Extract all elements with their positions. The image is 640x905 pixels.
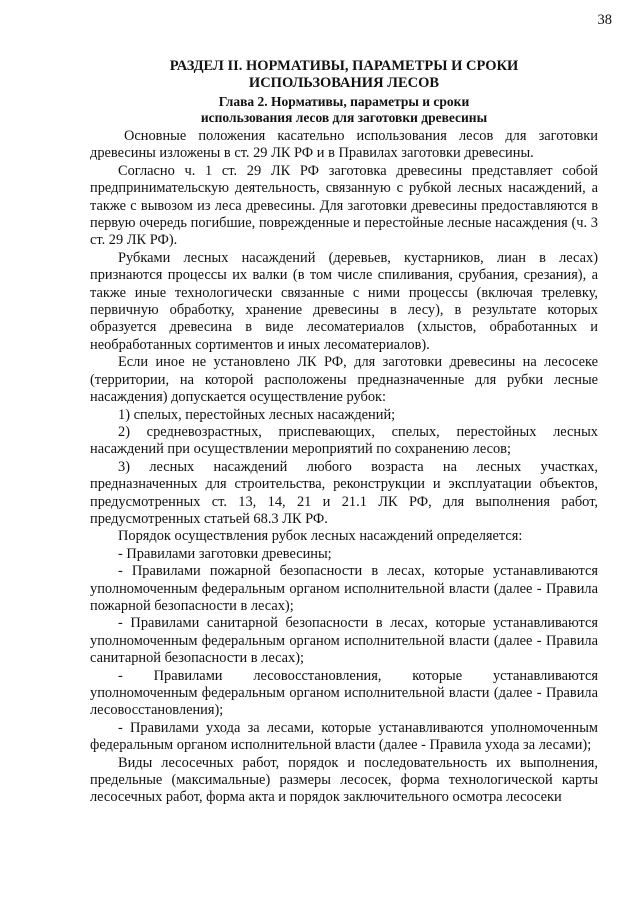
rules-list-item: - Правилами лесовосстановления, которые устанавливаются уполномоченным федеральным органом исполнительной власти (далее - Правила лесовосстановления); bbox=[90, 667, 598, 719]
final-paragraph: Виды лесосечных работ, порядок и последовательность их выполнения, предельные (максимальные) размеры лесосек, форма технологической карты лесосечных работ, форма акта и порядок заключительного осмотра лесосеки bbox=[90, 754, 598, 806]
section-title-line2: ИСПОЛЬЗОВАНИЯ ЛЕСОВ bbox=[248, 74, 440, 91]
chapter-title bbox=[90, 94, 598, 126]
section-title-line1: РАЗДЕЛ II. НОРМАТИВЫ, ПАРАМЕТРЫ И СРОКИ bbox=[169, 58, 519, 74]
paragraph: Рубками лесных насаждений (деревьев, кустарников, лиан в лесах) признаются процессы их валки (в том числе спиливания, срубания, срезания), а также иные технологически связанные с ними процессы (включая трелевку, первичную обработку, хранение древесины в лесу), в результате которых образуется древесина в виде лесоматериалов (хлыстов, обработанных и необработанных сортиментов и иных лесоматериалов). bbox=[90, 249, 598, 353]
rules-list-item: - Правилами пожарной безопасности в лесах, которые устанавливаются уполномоченным федеральным органом исполнительной власти (далее - Правила пожарной безопасности в лесах); bbox=[90, 563, 598, 614]
chapter-title-line2: использования лесов для заготовки древесины bbox=[200, 110, 488, 125]
paragraph: Согласно ч. 1 ст. 29 ЛК РФ заготовка древесины представляет собой предпринимательскую деятельность, связанную с рубкой лесных насаждений, а также с вывозом из леса древесины. Для заготовки древесины предоставляются в первую очередь погибшие, поврежденные и перестойные лесные насаждения (ч. 3 ст. 29 ЛК РФ). bbox=[90, 162, 598, 249]
chapter-title-line1: Глава 2. Нормативы, параметры и сроки bbox=[218, 94, 470, 109]
section-title bbox=[90, 58, 598, 91]
felling-list-item: 1) спелых, перестойных лесных насаждений; bbox=[118, 406, 396, 423]
felling-list-item: 3) лесных насаждений любого возраста на лесных участках, предназначенных для строительства, реконструкции и эксплуатации объектов, предусмотренных ст. 13, 14, 21 и 21.1 ЛК РФ, для выполнения работ, предусмотренных статьей 68.3 ЛК РФ. bbox=[90, 458, 598, 527]
page-content bbox=[90, 58, 598, 807]
rules-list-item: - Правилами заготовки древесины; bbox=[118, 545, 332, 562]
rules-list-item: - Правилами санитарной безопасности в лесах, которые устанавливаются уполномоченным федеральным органом исполнительной власти (далее - Правила санитарной безопасности в лесах); bbox=[90, 615, 598, 667]
page-number: 38 bbox=[597, 12, 612, 28]
rules-list-item: - Правилами ухода за лесами, которые устанавливаются уполномоченным федеральным органом исполнительной власти (далее - Правила ухода за лесами); bbox=[90, 719, 598, 754]
paragraph: Основные положения касательно использования лесов для заготовки древесины изложены в ст. 29 ЛК РФ и в Правилах заготовки древесины. bbox=[90, 128, 598, 162]
paragraph: Если иное не установлено ЛК РФ, для заготовки древесины на лесосеке (территории, на которой расположены предназначенные для рубки лесные насаждения) допускается осуществление рубок: bbox=[90, 354, 598, 406]
felling-list-item: 2) средневозрастных, приспевающих, спелых, перестойных лесных насаждений при осуществлении мероприятий по сохранению лесов; bbox=[90, 423, 598, 458]
order-intro: Порядок осуществления рубок лесных насаждений определяется: bbox=[118, 528, 523, 545]
